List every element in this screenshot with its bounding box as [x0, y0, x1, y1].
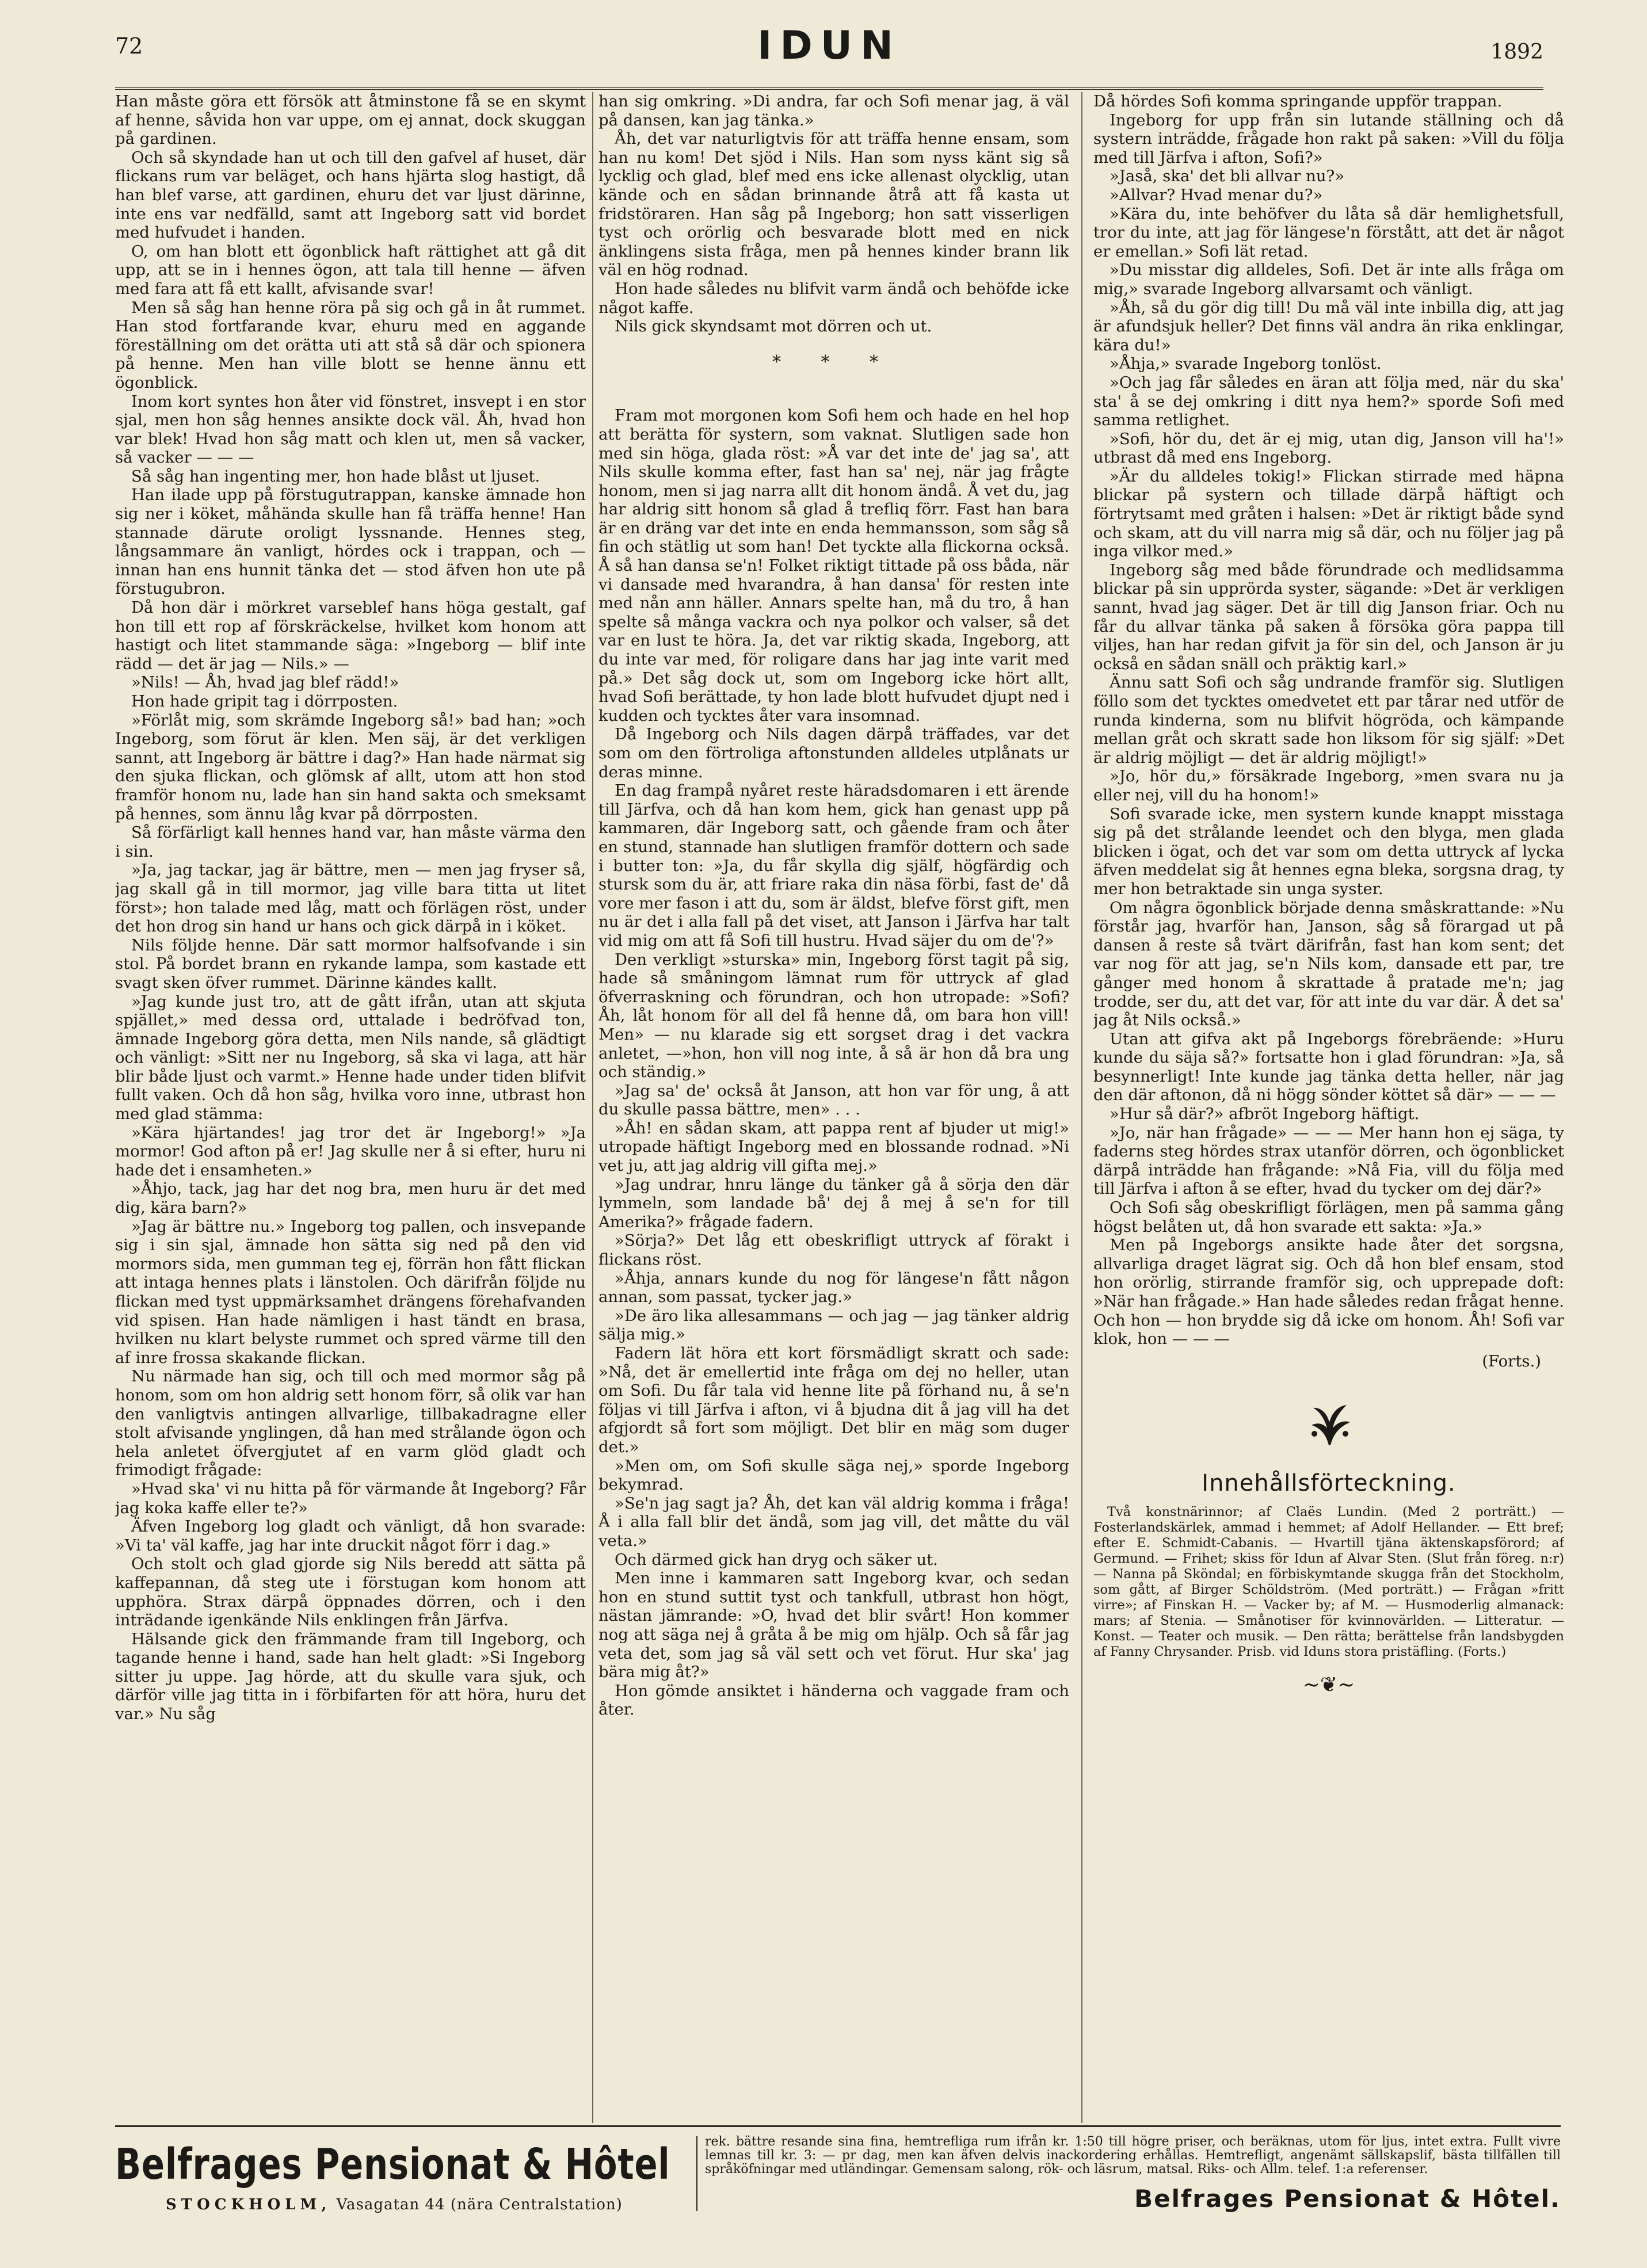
text-column-1 — [115, 92, 586, 2123]
paragraph: »Men om, om Sofi skulle säga nej,» sporde Ingeborg bekymrad. — [598, 1456, 1069, 1494]
paragraph: Nu närmade han sig, och till och med mormor såg på honom, som om hon aldrig sett honom förr, så olik var han den vanligtvis antingen allvarlige, tillbakadragne eller stolt afvisande ynglingen, då han med strålande ögon och hela anletet öfvergjutet af en varm glöd gladt och frimodigt frågade: — [115, 1367, 586, 1480]
paragraph: Hälsande gick den främmande fram till Ingeborg, och tagande henne i hand, sade han helt gladt: »Si Ingeborg sitter ju uppe. Jag hörde, att du skulle vara sjuk, och därför ville jag titta in i förbifarten för att höra, huru det var.» Nu såg — [115, 1629, 586, 1724]
paragraph: Nils följde henne. Där satt mormor halfsofvande i sin stol. På bordet brann en rykande lampa, som kastade ett svagt sken öfver rummet. Därinne kändes kallt. — [115, 936, 586, 992]
paragraph: Då Ingeborg och Nils dagen därpå träffades, var det som om den förtroliga aftonstunden alldeles utplånats ur deras minne. — [598, 725, 1069, 781]
paragraph: »Kära du, inte behöfver du låta så där hemlighetsfull, tror du inte, att jag för längese'n förstått, att det är något er emellan.» Sofi lät retad. — [1093, 204, 1564, 261]
paragraph: »Hur så där?» afbröt Ingeborg häftigt. — [1110, 1105, 1420, 1124]
paragraph: »Och jag får således en äran att följa med, när du ska' sta' å se dej omkring i ditt nya hem?» sporde Sofi med samma retlighet. — [1093, 373, 1564, 430]
ad-address — [166, 2196, 623, 2213]
ad-street: Vasagatan 44 (nära Centralstation) — [336, 2196, 623, 2213]
paragraph: En dag frampå nyåret reste häradsdomaren i ett ärende till Järfva, och då han kom hem, gick han genast upp på kammaren, där Ingeborg satt, och gående fram och åter en stund, stannade han slutligen framför dottern och sade i butter ton: »Ja, du får skylla dig själf, högfärdig och stursk som du är, att friare raka din näsa förbi, fast de' då vore mer fason i att du, som är äldst, blefve först gift, men nu är det i alla fall på det viset, att Janson i Järfva har talt vid mig om att få Sofi till hustru. Hvad säjer du om de'?» — [598, 781, 1069, 950]
paragraph: »Åhjo, tack, jag har det nog bra, men huru är det med dig, kära barn?» — [115, 1179, 586, 1217]
paragraph: Nils gick skyndsamt mot dörren och ut. — [615, 317, 932, 336]
paragraph: »Jag sa' de' också åt Janson, att hon var för ung, å att du skulle passa bättre, men» . . . — [598, 1081, 1069, 1119]
ad-signature: Belfrages Pensionat & Hôtel. — [1134, 2185, 1561, 2213]
column-divider — [592, 92, 593, 2123]
paragraph: »Åhja,» svarade Ingeborg tonlöst. — [1110, 354, 1382, 373]
section-break-stars: * * * — [772, 352, 896, 372]
paragraph: Då hon där i mörkret varseblef hans höga gestalt, gaf hon till ett rop af förskräckelse, hvilket kom honom att hastigt och litet stammande säga: »Ingeborg — blif inte rädd — det är jag — Nils.» — — [115, 598, 586, 673]
paragraph: Så förfärligt kall hennes hand var, han måste värma den i sin. — [115, 823, 586, 861]
paragraph: Ännu satt Sofi och såg undrande framför sig. Slutligen föllo som det tycktes omedvetet ett par tårar ned utför de runda kinderna, som nu blifvit högröda, och kämpande mellan gråt och skratt sade hon liksom för sig själf: »Det är aldrig möjligt — det är aldrig möjligt!» — [1093, 673, 1564, 767]
paragraph: Fram mot morgonen kom Sofi hem och hade en hel hop att berätta för systern, som vaknat. Slutligen sade hon med sin höga, glada röst: »Å var det inte de' jag sa', att Nils skulle komma efter, fast han sa' nej, när jag frågte honom, men si jag narra allt dit honom ändå. Å vet du, jag har aldrig sitt honom så glad å trefliq förr. Fast han bara är en dräng var det inte en enda hemmansson, som såg så fin och stätlig ut som han! Det tyckte alla flickorna också. Å så han dansa se'n! Folket riktigt tittade på oss båda, när vi dansade med hvarandra, å han dansa' för resten inte med nån ann häller. Annars spelte han, må du tro, å han spelte så många vackra och nya polkor och valser, så det var en lust te höra. Ja, det var riktig skada, Ingeborg, att du inte var med, för roligare dans har jag inte varit med på.» Det såg dock ut, som om Ingeborg icke hört allt, hvad Sofi berättade, ty hon lade blott hufvudet djupt ned i kudden och tycktes åter vara insomnad. — [598, 406, 1069, 725]
ad-divider — [696, 2136, 697, 2211]
ad-text: rek. bättre resande sina fina, hemtrefliga rum ifrån kr. 1:50 till högre priser, och beräknas, utom för ljus, intet extra. Fullt vivre lemnas till kr. 3: — pr dag, men kan äfven delvis inackordering erhållas. Hemtrefligt, angenämt sällskapslif, bästa tillfällen till språköfningar med utländingar. Gemensam salong, rök- och läsrum, matsal. Riks- och Allm. telef. 1:a referenser. — [705, 2135, 1561, 2177]
ad-city: STOCKHOLM, — [166, 2196, 331, 2213]
paragraph: Om några ögonblick började denna småskrattande: »Nu förstår jag, hvarför han, Janson, såg så förargad ut på dansen å reste så tvärt därifrån, fast han kom sent; det var nog för att jag, se'n Nils kom, dansade ett par, tre gånger med honom å skrattade å pratade me'n; jag trodde, ser du, att det var, för att inte du var där. Å det sa' jag åt Nils också.» — [1093, 898, 1564, 1030]
paragraph: »Jag är bättre nu.» Ingeborg tog pallen, och insvepande sig i sin sjal, ämnade hon sätta sig ned på den vid mormors sida, men gumman teg ej, förrän hon fått flickan att intaga hennes plats i länstolen. Och därifrån följde nu flickan med tyst uppmärksamhet drängens förehafvanden vid spisen. Han hade nämligen i hast tändt en brasa, hvilken nu klart belyste rummet och spred värme till den af inre frossa skakande flickan. — [115, 1217, 586, 1367]
paragraph: »Allvar? Hvad menar du?» — [1110, 185, 1323, 204]
paragraph: »Sofi, hör du, det är ej mig, utan dig, Janson vill ha'!» utbrast då med ens Ingeborg. — [1093, 429, 1564, 467]
masthead-title: IDUN — [757, 23, 901, 68]
text-column-3 — [1093, 92, 1564, 2123]
paragraph: Fadern lät höra ett kort försmädligt skratt och sade: »Nå, det är emellertid inte fråga om dej no heller, utan om Sofi. Du får tala vid henne lite på förhand nu, å se'n följas vi till Järfva i afton, vi å bjudna dit å jag vill ha det afgjordt så fort som möjligt. Det blir en mäg som duger det.» — [598, 1344, 1069, 1456]
paragraph: Hon hade således nu blifvit varm ändå och behöfde icke något kaffe. — [598, 279, 1069, 317]
paragraph: Så såg han ingenting mer, hon hade blåst ut ljuset. — [131, 467, 540, 486]
paragraph: »Åhja, annars kunde du nog för längese'n fått någon annan, som passat, tycker jag.» — [598, 1269, 1069, 1307]
paragraph: Men inne i kammaren satt Ingeborg kvar, och sedan hon en stund suttit tyst och tankfull, utbrast hon högt, nästan jämrande: »O, hvad det blir svårt! Hon kommer nog att säga nej å gråta å be mig om hjälp. Och så får jag veta det, som jag så väl sett och vet förut. Hur ska' jag bära mig åt?» — [598, 1569, 1069, 1682]
paragraph: Åh, det var naturligtvis för att träffa henne ensam, som han nu kom! Det sjöd i Nils. Han som nyss känt sig så lycklig och glad, blef med ens icke allenast olycklig, utan kände och en sådan brinnande åtrå att få kasta ut fridstöraren. Han såg på Ingeborg; hon satt visserligen tyst och orörlig och besvarade blott med en nick änklingens sista fråga, men på hennes kinder brann lik väl en hög rodnad. — [598, 129, 1069, 280]
text-column-2 — [598, 92, 1069, 2123]
paragraph: Den verkligt »sturska» min, Ingeborg först tagit på sig, hade så småningom lämnat rum för uttryck af glad öfverraskning och förundran, och hon utropade: »Sofi? Åh, låt honom för all del få henne då, om bara hon vill! Men» — nu klarade sig ett sorgset drag i det vackra anletet, —»hon, hon vill nog inte, å så är hon då bra ung och ständig.» — [598, 950, 1069, 1082]
paragraph: »Åh, så du gör dig till! Du må väl inte inbilla dig, att jag är afundsjuk heller? Det finns väl andra än rika enklingar, kära du!» — [1093, 298, 1564, 354]
paragraph: »Jo, när han frågade» — — — Mer hann hon ej säga, ty faderns steg hördes strax utanför dörren, och ögonblicket därpå inträdde han frågande: »Nå Fia, vill du följa med till Järfva i afton å se efter, hvad du tycker om dej där?» — [1093, 1123, 1564, 1198]
page-header — [115, 23, 1543, 86]
paragraph: »Jag undrar, hnru länge du tänker gå å sörja den där lymmeln, som landade bå' dej å mej å se'n for till Amerika?» frågade fadern. — [598, 1175, 1069, 1231]
paragraph: »De äro lika allesammans — och jag — jag tänker aldrig sälja mig.» — [598, 1306, 1069, 1344]
paragraph: Men på Ingeborgs ansikte hade åter det sorgsna, allvarliga draget lägrat sig. Och då hon blef ensam, stod hon orörlig, stirrande framför sig, och upprepade doft: »När han frågade.» Han hade således redan frågat henne. Och hon — hon brydde sig då icke om honom. Åh! Sofi var klok, hon — — — — [1093, 1236, 1564, 1349]
paragraph: »Hvad ska' vi nu hitta på för värmande åt Ingeborg? Får jag koka kaffe eller te?» — [115, 1479, 586, 1517]
header-rule — [115, 87, 1543, 90]
paragraph: »Du misstar dig alldeles, Sofi. Det är inte alls fråga om mig,» svarade Ingeborg allvarsamt och vänligt. — [1093, 261, 1564, 298]
toc-body — [1093, 1505, 1564, 1660]
toc-heading: Innehållsförteckning. — [1202, 1470, 1456, 1497]
year-label: 1892 — [1490, 40, 1543, 64]
paragraph: O, om han blott ett ögonblick haft rättighet att gå dit upp, att se in i hennes ögon, att tala till henne — äfven med fara att få ett kallt, afvisande svar! — [115, 242, 586, 298]
paragraph: Äfven Ingeborg log gladt och vänligt, då hon svarade: »Vi ta' väl kaffe, jag har inte druckit något förr i dag.» — [115, 1517, 586, 1555]
paragraph: Hon hade gripit tag i dörrposten. — [131, 692, 398, 711]
paragraph: Men så såg han henne röra på sig och gå in åt rummet. Han stod fortfarande kvar, ehuru med en aggande föreställning om det orätta uti att stå så där och spionera på henne. Men han ville blott se henne ännu ett ögonblick. — [115, 298, 586, 392]
paragraph: »Jaså, ska' det bli allvar nu?» — [1110, 167, 1345, 186]
paragraph: Och stolt och glad gjorde sig Nils beredd att sätta på kaffepannan, då steg ute i förstugan kom honom att upphöra. Strax därpå öppnades dörren, och i den inträdande igenkände Nils enklingen från Järfva. — [115, 1555, 586, 1630]
paragraph: Hon gömde ansiktet i händerna och vaggade fram och åter. — [598, 1681, 1069, 1719]
paragraph: »Nils! — Åh, hvad jag blef rädd!» — [131, 673, 399, 692]
paragraph: »Se'n jag sagt ja? Åh, det kan väl aldrig komma i fråga! Å i alla fall blir det ändå, som jag vill, det måtte du väl veta.» — [598, 1494, 1069, 1550]
column-divider — [1081, 92, 1082, 2123]
floral-ornament-icon — [1297, 1399, 1360, 1451]
paragraph: Då hördes Sofi komma springande uppför trappan. — [1093, 92, 1503, 110]
ad-title: Belfrages Pensionat & Hôtel — [115, 2140, 670, 2189]
paragraph: Och så skyndade han ut och till den gafvel af huset, där flickans rum var beläget, och hans hjärta slog hastigt, då han blef varse, att gardinen, ehuru det var ljust därinne, inte ens var nedfälld, samt att Ingeborg satt vid bordet med hufvudet i handen. — [115, 148, 586, 242]
ornament-icon: ~❦~ — [1302, 1673, 1355, 1697]
paragraph: »Kära hjärtandes! jag tror det är Ingeborg!» »Ja mormor! God afton på er! Jag skulle ner å si efter, huru ni hade det i ensamheten.» — [115, 1123, 586, 1179]
paragraph: »Jo, hör du,» försäkrade Ingeborg, »men svara nu ja eller nej, vill du ha honom!» — [1093, 767, 1564, 804]
advertisement — [115, 2125, 1561, 2231]
paragraph: Han måste göra ett försök att åtminstone få se en skymt af henne, såvida hon var uppe, om ej annat, dock skuggan på gardinen. — [115, 92, 586, 148]
paragraph: han sig omkring. »Di andra, far och Sofi menar jag, ä väl på dansen, kan jag tänka.» — [598, 92, 1069, 129]
paragraph: »Är du alldeles tokig!» Flickan stirrade med häpna blickar på systern och tillade därpå häftigt och förtrytsamt med gråten i halsen: »Det är riktigt både synd och skam, att du vill narra mig så där, och nu följer jag på inga vilkor med.» — [1093, 467, 1564, 561]
paragraph: Ingeborg for upp från sin lutande ställning och då systern inträdde, frågade hon rakt på saken: »Vill du följa med till Järfva i afton, Sofi?» — [1093, 110, 1564, 167]
paragraph: Och därmed gick han dryg och säker ut. — [615, 1550, 938, 1569]
paragraph: Han ilade upp på förstugutrappan, kanske ämnade hon sig ner i köket, måhända skulle han få träffa henne! Han stannade därute oroligt lyssnande. Hennes steg, långsammare än vanligt, hördes ock i trappan, och — innan han ens hunnit tänka det — stod äfven hon ute på förstugubron. — [115, 486, 586, 598]
paragraph: »Förlåt mig, som skrämde Ingeborg så!» bad han; »och Ingeborg, som förut är klen. Men säj, är det verkligen sannt, att Ingeborg är bättre i dag?» Han hade närmat sig den sjuka flickan, och glömsk af allt, utom att hon stod framför honom nu, lade han sin hand sakta och smeksamt på hennes, som ännu låg kvar på dörrposten. — [115, 711, 586, 823]
paragraph: Ingeborg såg med både förundrade och medlidsamma blickar på sin upprörda syster, sägande: »Det är verkligen sannt, hvad jag säger. Det är till dig Janson friar. Och nu får du allvar tänka på saken å försöka göra pappa till viljes, han har redan gifvit ja för sin del, och Janson är ju också en sådan snäll och präktig karl.» — [1093, 560, 1564, 673]
paragraph: Och Sofi såg obeskrifligt förlägen, men på samma gång högst belåten ut, då hon svarade ett sakta: »Ja.» — [1093, 1198, 1564, 1236]
paragraph: »Ja, jag tackar, jag är bättre, men — men jag fryser så, jag skall gå in till mormor, jag ville bara titta ut litet först»; hon talade med låg, matt och förlägen röst, under det hon drog sin hand ur hans och gick därpå in i köket. — [115, 861, 586, 936]
paragraph: »Jag kunde just tro, att de gått ifrån, utan att skjuta spjället,» med dessa ord, uttalade i bedröfvad ton, ämnade Ingeborg göra detta, men Nils nande, så glädtigt och vänligt: »Sitt ner nu Ingeborg, så ska vi laga, att här blir både ljust och varmt.» Henne hade under tiden blifvit fullt vaken. Och då hon såg, hvilka voro inne, utbrast hon med glad stämma: — [115, 992, 586, 1124]
paragraph: Utan att gifva akt på Ingeborgs förebräende: »Huru kunde du säja så?» fortsatte hon i glad förundran: »Ja, så besynnerligt! Inte kunde jag tänka detta heller, när jag den där aftonon, då ni högg sönder köttet så där» — — — — [1093, 1029, 1564, 1105]
paragraph: »Åh! en sådan skam, att pappa rent af bjuder ut mig!» utropade häftigt Ingeborg med en blossande rodnad. »Ni vet ju, att jag aldrig vill gifta mej.» — [598, 1118, 1069, 1175]
paragraph: Sofi svarade icke, men systern kunde knappt misstaga sig på det strålande leendet och den blyga, men glada blicken i ögat, och det var som om detta uttryck af lycka äfven meddelat sig åt hennes egna bleka, sorgsna drag, ty mer hon betraktade sin unga syster. — [1093, 804, 1564, 898]
continued-note: (Forts.) — [1482, 1351, 1541, 1370]
toc-text: Två konstnärinnor; af Claës Lundin. (Med 2 porträtt.) — Fosterlandskärlek, ammad i hemmet; af Adolf Hellander. — Ett bref; efter E. Schmidt-Cabanis. — Hvartill tjäna äktenskapsförord; af Germund. — Frihet; skiss för Idun af Alvar Sten. (Slut från föreg. n:r) — Nanna på Sköndal; en förbiskymtande skugga från det Stockholm, som gått, af Birger Schöldström. (Med porträtt.) — Frågan »fritt virre»; af Finskan H. — Vacker by; af M. — Husmoderlig almanack: mars; af Stenia. — Smånotiser för kvinnovärlden. — Litteratur. — Konst. — Teater och musik. — Den rätta; berättelse från landsbygden af Fanny Chrysander. Prisb. vid Iduns stora pristäfling. (Forts.) — [1093, 1504, 1564, 1659]
paragraph: »Sörja?» Det låg ett obeskrifligt uttryck af förakt i flickans röst. — [598, 1231, 1069, 1269]
paragraph: Inom kort syntes hon åter vid fönstret, insvept i en stor sjal, men hon såg hennes ansikte dock väl. Åh, hvad hon var blek! Hvad hon såg matt och klen ut, men så vacker, så vacker — — — — [115, 392, 586, 467]
page-number: 72 — [115, 33, 143, 59]
